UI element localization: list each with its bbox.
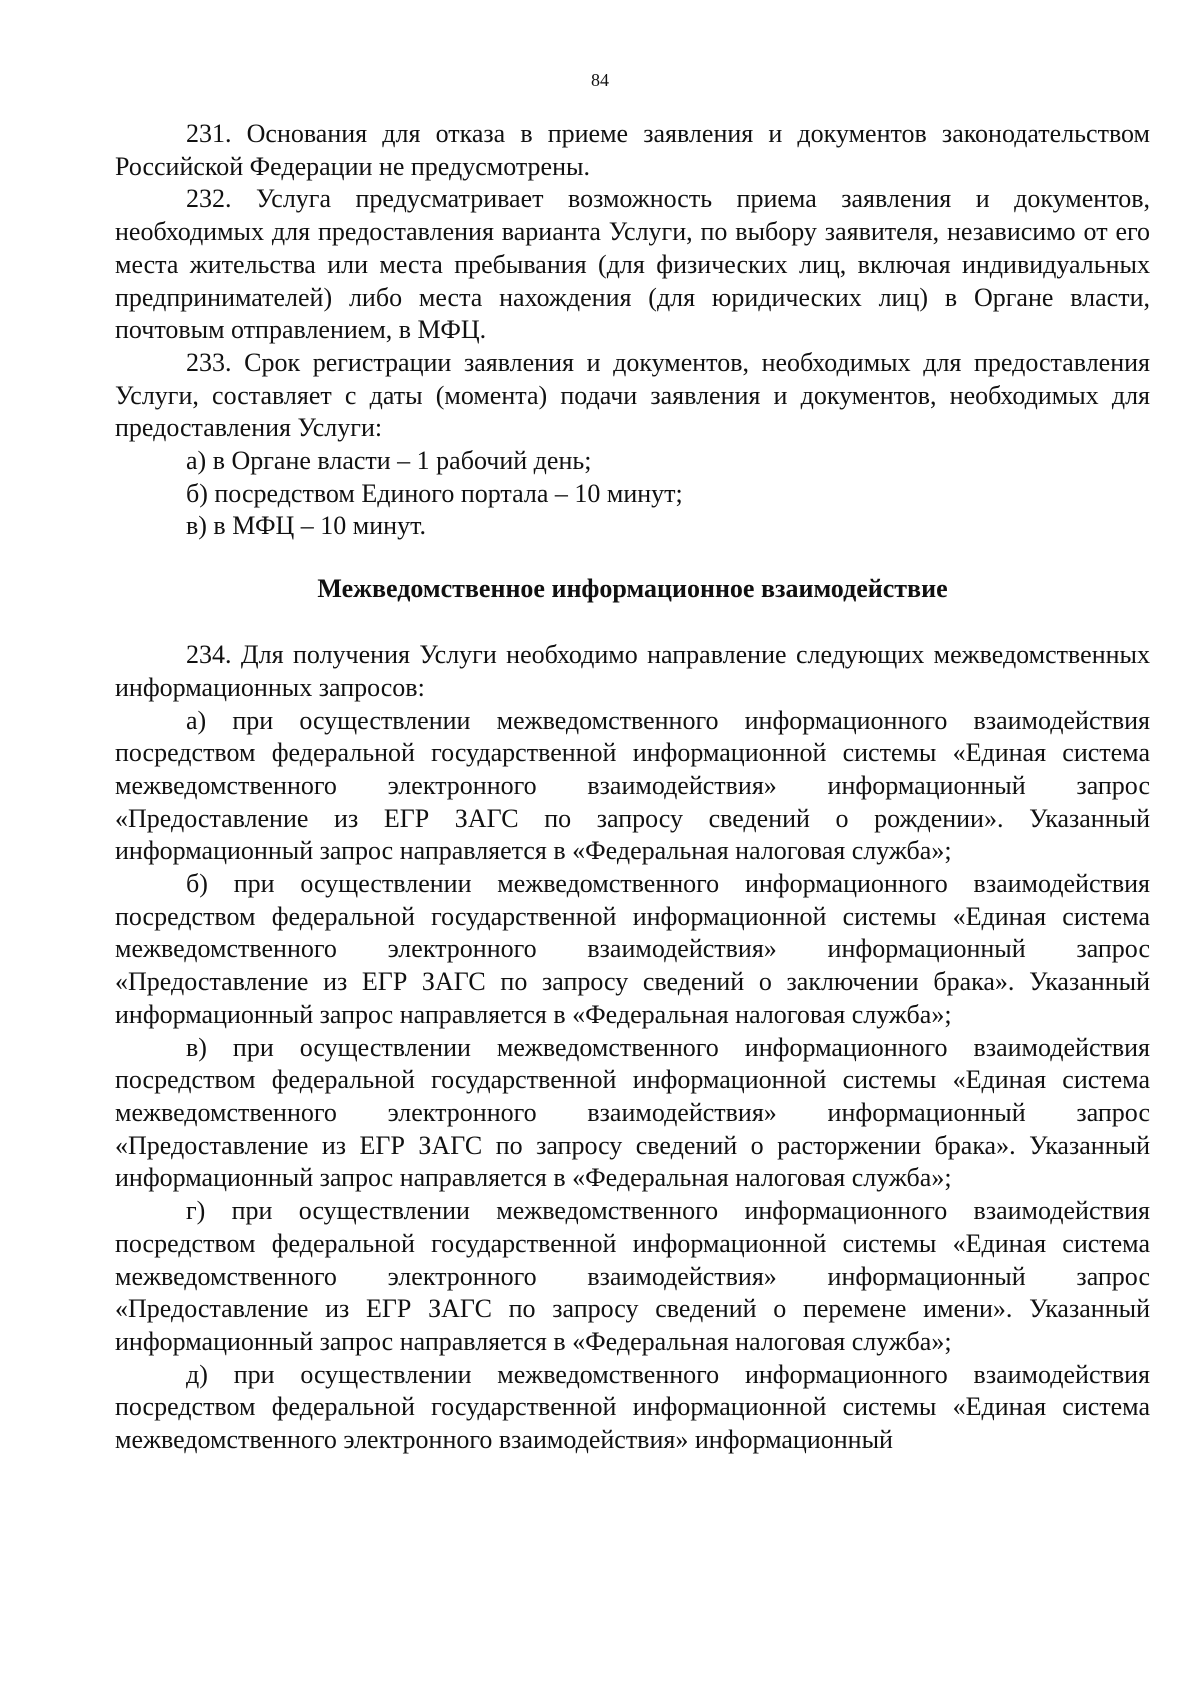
- paragraph-232: 232. Услуга предусматривает возможность приема заявления и документов, необходимых для предоставления варианта Услуги, по выбору заявителя, независимо от его места жительства или места пребывания (для физических лиц, включая индивидуальных предпринимателей) либо места нахождения (для юридических лиц) в Органе власти, почтовым отправлением, в МФЦ.: [115, 184, 1150, 345]
- list-item-234-b: б) при осуществлении межведомственного информационного взаимодействия посредством федеральной государственной информационной системы «Единая система межведомственного электронного взаимодействия» информационный запрос «Предоставление из ЕГР ЗАГС по запросу сведений о заключении брака». Указанный информационный запрос направляется в «Федеральная налоговая служба»;: [115, 869, 1150, 1029]
- list-item-233-b: б) посредством Единого портала – 10 минут;: [186, 478, 683, 508]
- section-heading: Межведомственное информационное взаимодействие: [317, 574, 948, 604]
- page-number: 84: [591, 70, 609, 90]
- list-item-233-a: а) в Органе власти – 1 рабочий день;: [186, 446, 592, 476]
- paragraph-234: 234. Для получения Услуги необходимо направление следующих межведомственных информационных запросов:: [115, 640, 1150, 702]
- list-item-234-a: а) при осуществлении межведомственного информационного взаимодействия посредством федеральной государственной информационной системы «Единая система межведомственного электронного взаимодействия» информационный запрос «Предоставление из ЕГР ЗАГС по запросу сведений о рождении». Указанный информационный запрос направляется в «Федеральная налоговая служба»;: [115, 705, 1150, 866]
- list-item-234-d: г) при осуществлении межведомственного информационного взаимодействия посредством федеральной государственной информационной системы «Единая система межведомственного электронного взаимодействия» информационный запрос «Предоставление из ЕГР ЗАГС по запросу сведений о перемене имени». Указанный информационный запрос направляется в «Федеральная налоговая служба»;: [115, 1196, 1150, 1356]
- document-body: [115, 118, 1150, 1457]
- list-item-233-c: в) в МФЦ – 10 минут.: [186, 511, 426, 541]
- paragraph-233: 233. Срок регистрации заявления и документов, необходимых для предоставления Услуги, составляет с даты (момента) подачи заявления и документов, необходимых для предоставления Услуги:: [115, 347, 1150, 443]
- list-item-234-e: д) при осуществлении межведомственного информационного взаимодействия посредством федеральной государственной информационной системы «Единая система межведомственного электронного взаимодействия» информационный: [115, 1359, 1150, 1455]
- paragraph-231: 231. Основания для отказа в приеме заявления и документов законодательством Российской Федерации не предусмотрены.: [115, 119, 1150, 181]
- list-item-234-c: в) при осуществлении межведомственного информационного взаимодействия посредством федеральной государственной информационной системы «Единая система межведомственного электронного взаимодействия» информационный запрос «Предоставление из ЕГР ЗАГС по запросу сведений о расторжении брака». Указанный информационный запрос направляется в «Федеральная налоговая служба»;: [115, 1032, 1150, 1193]
